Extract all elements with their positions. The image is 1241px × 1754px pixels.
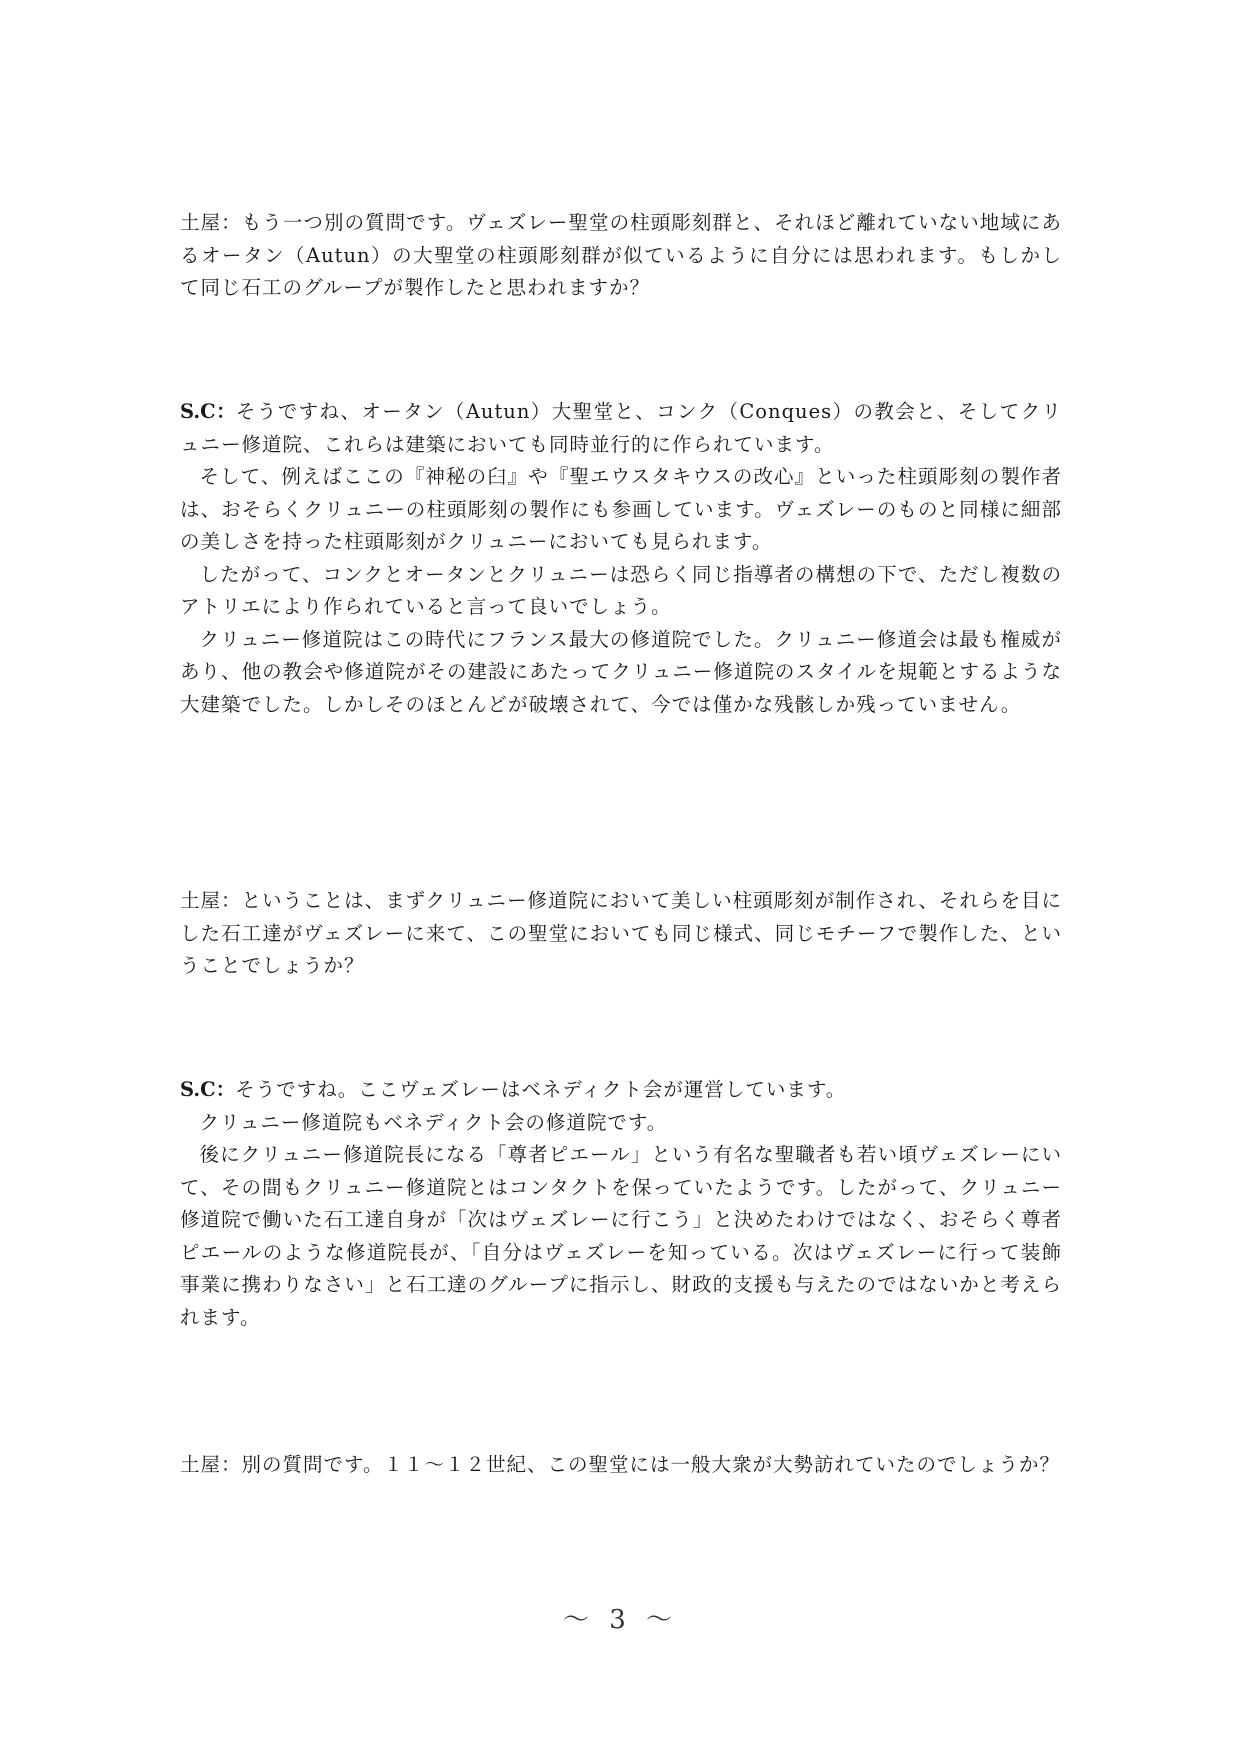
interview-answer-2	[180, 1074, 1062, 1334]
speaker-label: S.C：	[180, 1078, 236, 1101]
interview-answer-1	[180, 396, 1062, 721]
paragraph: クリュニー修道院もベネディクト会の修道院です。	[199, 1110, 668, 1134]
paragraph-text: そうですね、オータン（Autun）大聖堂と、コンク（Conques）の教会と、そしてクリュニー修道院、これらは建築においても同時並行的に作られています。	[180, 400, 1062, 456]
paragraph	[180, 1074, 1062, 1107]
paragraph-text: もう一つ別の質問です。ヴェズレー聖堂の柱頭彫刻群と、それほど離れていない地域にあるオータン（Autun）の大聖堂の柱頭彫刻群が似ているように自分には思われます。もしかして同じ石工のグループが製作したと思われますか？	[180, 211, 1062, 299]
interview-question-3	[180, 1449, 1062, 1482]
paragraph	[180, 396, 1062, 461]
paragraph	[180, 207, 1062, 305]
speaker-label: 土屋：	[180, 889, 242, 912]
interview-question-2	[180, 885, 1062, 983]
paragraph	[180, 885, 1062, 983]
paragraph-text: ということは、まずクリュニー修道院において美しい柱頭彫刻が制作され、それらを目にした石工達がヴェズレーに来て、この聖堂においても同じ様式、同じモチーフで製作した、ということでしょうか？	[180, 889, 1062, 977]
speaker-label: S.C：	[180, 400, 236, 423]
paragraph: 後にクリュニー修道院長になる「尊者ピエール」という有名な聖職者も若い頃ヴェズレーにいて、その間もクリュニー修道院とはコンタクトを保っていたようです。したがって、クリュニー修道院で働いた石工達自身が「次はヴェズレーに行こう」と決めたわけではなく、おそらく尊者ピエールのような修道院長が、「自分はヴェズレーを知っている。次はヴェズレーに行って装飾事業に携わりなさい」と石工達のグループに指示し、財政的支援も与えたのではないかと考えられます。	[180, 1143, 1062, 1329]
paragraph: クリュニー修道院はこの時代にフランス最大の修道院でした。クリュニー修道会は最も権威があり、他の教会や修道院がその建設にあたってクリュニー修道院のスタイルを規範とするような大建築でした。しかしそのほとんどが破壊されて、今では僅かな残骸しか残っていません。	[180, 627, 1062, 716]
speaker-label: 土屋：	[180, 1453, 242, 1476]
paragraph: したがって、コンクとオータンとクリュニーは恐らく同じ指導者の構想の下で、ただし複数のアトリエにより作られていると言って良いでしょう。	[180, 562, 1062, 618]
paragraph: そして、例えばここの『神秘の臼』や『聖エウスタキウスの改心』といった柱頭彫刻の製作者は、おそらくクリュニーの柱頭彫刻の製作にも参画しています。ヴェズレーのものと同様に細部の美しさを持った柱頭彫刻がクリュニーにおいても見られます。	[180, 465, 1062, 553]
paragraph-text: 別の質問です。１１～１２世紀、この聖堂には一般大衆が大勢訪れていたのでしょうか？	[241, 1453, 1060, 1476]
paragraph-text: そうですね。ここヴェズレーはベネディクト会が運営しています。	[235, 1078, 847, 1101]
speaker-label: 土屋：	[180, 211, 242, 234]
interview-question-1	[180, 207, 1062, 305]
paragraph	[180, 1449, 1062, 1482]
page-number: ～ 3 ～	[562, 1605, 679, 1635]
